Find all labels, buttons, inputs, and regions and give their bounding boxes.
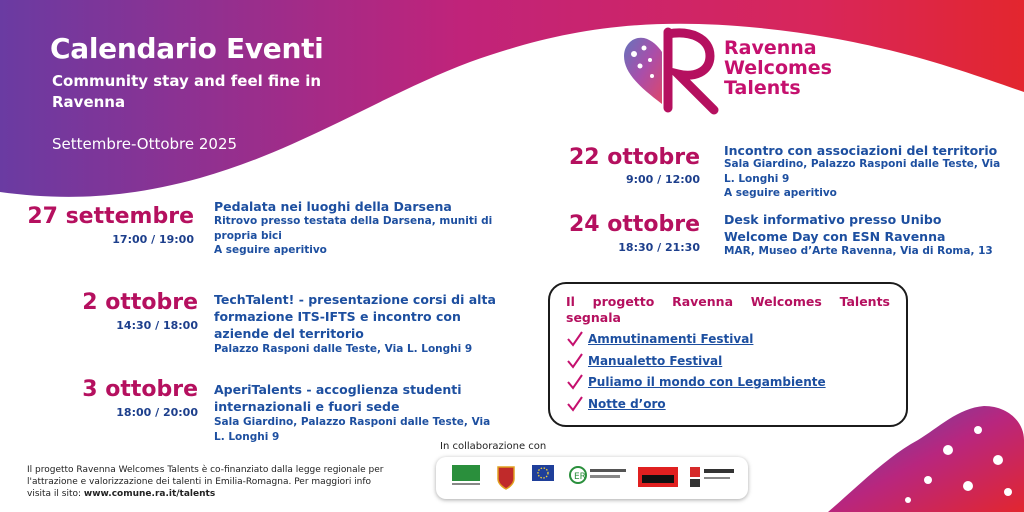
partner-logos-strip [436,457,748,499]
page-subtitle: Community stay and feel fine in Ravenna [52,72,322,111]
svg-text:ER: ER [574,472,586,482]
europe-direct-logo-icon [530,463,556,493]
art-er-logo-icon [688,463,738,493]
check-icon [566,330,584,348]
footer-text [27,464,387,500]
collaboration-label: In collaborazione con [440,441,547,452]
box-title: Il progetto Ravenna Welcomes Talents [566,294,890,309]
footer-description: Il progetto Ravenna Welcomes Talents è co-finanziato dalla legge regionale per l'attrazione e valorizzazione dei talenti in Emilia-Romagna. Per maggiori info visita il sito: [27,465,384,499]
box-title-line-2: segnala [566,310,621,325]
event-place: Sala Giardino, Palazzo Rasponi dalle Teste, Via L. Longhi 9 [724,158,1001,185]
link-manualetto-festival[interactable]: Manualetto Festival [588,354,723,368]
event-title: TechTalent! - presentazione corsi di alta formazione ITS-IFTS e incontro con aziende del territorio [214,292,496,341]
event-place: Ritrovo presso testata della Darsena, muniti di propria bici [214,215,493,242]
link-ammutinamenti-festival[interactable]: Ammutinamenti Festival [588,332,754,346]
event-title: Incontro con associazioni del territorio [724,143,998,158]
event-time: 18:30 / 21:30 [618,241,700,254]
talenti-emilia-romagna-logo-icon [568,463,630,493]
giovani-logo-icon [636,463,680,493]
brand-line-3: Talents [724,77,801,99]
event-place: MAR, Museo d’Arte Ravenna, Via di Roma, 13 [724,245,993,257]
link-notte-d-oro[interactable]: Notte d’oro [588,397,666,411]
event-date: 2 ottobre [82,290,198,315]
event-time: 9:00 / 12:00 [625,173,700,186]
event-time: 14:30 / 18:00 [116,319,198,332]
event-date: 27 settembre [27,204,194,229]
brand-name [724,38,832,98]
event-title: Desk informativo presso Unibo Welcome Day con ESN Ravenna [724,212,946,244]
event-note: A seguire aperitivo [724,187,837,199]
event-date: 22 ottobre [568,145,700,170]
event-date: 3 ottobre [82,377,198,402]
ravenna-welcomes-talents-logo-icon [618,26,722,116]
event-title: Pedalata nei luoghi della Darsena [214,199,452,214]
footer-url-link[interactable]: www.comune.ra.it/talents [83,489,216,499]
check-icon [566,373,584,391]
period-label: Settembre-Ottobre 2025 [52,135,238,153]
decorative-heart-icon [828,400,1024,512]
check-icon [566,352,584,370]
comune-ravenna-logo-icon [494,463,518,493]
regione-emilia-romagna-logo-icon [450,463,484,493]
brand-line-2: Welcomes [724,57,832,79]
event-note: A seguire aperitivo [214,244,327,256]
brand-line-1: Ravenna [724,37,817,59]
event-time: 17:00 / 19:00 [112,233,194,246]
event-place: Sala Giardino, Palazzo Rasponi dalle Teste, Via L. Longhi 9 [214,416,491,443]
link-puliamo-il-mondo[interactable]: Puliamo il mondo con Legambiente [588,375,826,389]
event-date: 24 ottobre [568,212,700,237]
event-place: Palazzo Rasponi dalle Teste, Via L. Longhi 9 [214,343,473,355]
event-title: AperiTalents - accoglienza studenti internazionali e fuori sede [214,382,462,414]
event-time: 18:00 / 20:00 [116,406,198,419]
page-title: Calendario Eventi [50,32,324,65]
check-icon [566,395,584,413]
